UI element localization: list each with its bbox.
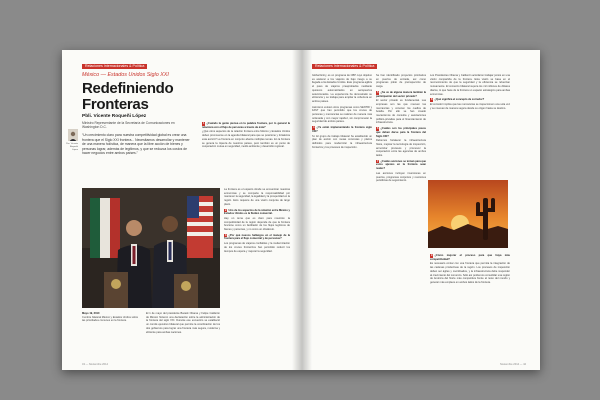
body-text: Debemos fortalecer la infraestructura física, mejorar la tecnología de inspección, armonizar procesos y promover la cooperación entre las agencias de ambos lados. (376, 139, 426, 158)
question-number: 2 (225, 208, 227, 212)
body-text: Los programas de viajeros confiables y la modernización de los cruces fronterizos han permitido reducir los tiempos de espera y mejorar la seguridad. (224, 242, 290, 253)
question-9: 9 ¿Cómo mejorar el proceso para que haya más competitividad? (430, 254, 510, 261)
title-line-1: Redefiniendo (82, 80, 174, 97)
intro-quote: “Un crecimiento claro para nuestra competitividad global es crear una frontera que el Siglo XXI frontera... Necesitamos desarrollar y mantener de una manera holística, de manera que la libre acción de bienes y personas lograr, además de legítimos, y que se reduzca los costos de hacer negocios entre ambos países.” (82, 133, 190, 156)
right-page (302, 50, 540, 370)
photo-caption (82, 312, 142, 323)
question-number: 3 (225, 233, 227, 237)
body-text: El sector privado es fundamental. Las empresas son las que mueven las mercancías y conocen los cuellos de botella. Por ello se han creado mecanismos de consulta y asociaciones público-privadas para el financiamiento de infraestructura. (376, 99, 426, 125)
caption-text: Cumbre bilateral México y Estados Unidos sobre las prioridades comunes en la frontera. (82, 315, 139, 323)
question-number: 8 (431, 98, 433, 102)
right-page-column-2 (376, 74, 426, 356)
body-text: Los Presidentes Obama y Calderón acordaron trabajar juntos en una visión compartida de la frontera. Esta visión se basa en el reconocimiento de que la seguridad y la eficiencia se refuerzan mutuamente. El comercio bilateral supera los mil millones de dólares diarios, lo que hace de la frontera un espacio estratégico para ambas economías. (430, 74, 510, 96)
question-number: 7 (377, 159, 379, 163)
body-text: Las acciones incluyen inversiones en puertos, programas conjuntos y reuniones periódicas de seguimiento. (376, 171, 426, 183)
body-text: El 1 de mayo del presidente Barack Obama y Felipe Calderón de México hicieron una declaración sobre la administración de la frontera del siglo XXI. Durante ese encuentro se estableció un comité ejecutivo bilateral que permite la coordinación de los dos gobiernos para lograr una frontera más segura, moderna y eficiente para ambas naciones. (146, 312, 220, 334)
question-7: 7 ¿Cuáles acciones se toman para que estos ajustes en la frontera sean reales? (376, 159, 426, 171)
sunset-cactus-image (428, 180, 508, 248)
question-number: 4 (313, 126, 315, 130)
author-name: Pbli. Vicente Roqueñi López (82, 114, 147, 119)
question-number: 5 (377, 90, 379, 94)
right-page-column-4 (430, 252, 510, 356)
question-number: 1 (203, 122, 205, 125)
body-text: Hay un tema que es claro para nosotros: la competitividad de la región depende de que la frontera funcione como un facilitador de los flujos legítimos de bienes y personas, y no como un obstáculo. (224, 216, 290, 232)
body-text: El corredor implica que las mercancías se inspeccionen una sola vez y se muevan de manera segura desde su origen hasta su destino. (430, 102, 510, 110)
article-subtitle: México — Estados Unidos Siglo XXI (82, 72, 169, 78)
left-page (62, 50, 300, 370)
body-text: Global Entry, es un programa de CBP cuyo objetivo es acelerar a los viajeros de bajo riesgo a su llegada a los Estados Unidos. Este programa agiliza el paso de viajeros preaprobados mediante quioscos automatizados en aeropuertos seleccionados. La experiencia ha demostrado su eficiencia y se trabaja para ampliar la cobertura en ambos países. (312, 74, 372, 103)
question-8: 8 ¿Qué significa el concepto de corredor? (431, 98, 485, 102)
question-4: 4 ¿Ya están implementando la frontera siglo XXI? (312, 126, 372, 133)
left-page-column-2 (224, 188, 290, 348)
right-page-column-3 (430, 74, 510, 174)
caption-label: Mayo 19, 2010 (82, 312, 100, 315)
body-text: La frontera es el espacio donde se encuentran nuestras economías y se comparte la responsabilidad por mantener la seguridad, la legalidad y la prosperidad en la región. Esto requiere de una visión conjunta de largo plazo. (224, 188, 290, 206)
margin-note: Por: Vicente Roqueñi López (66, 143, 78, 151)
section-tag: Relaciones Internacionales & Política (82, 64, 147, 69)
question-2: 2 Uno de los aspectos de la relación entre México y Estados Unidos es la fluidez comercial. (224, 208, 290, 216)
magazine-spread (62, 50, 540, 370)
question-number: 6 (377, 127, 379, 131)
left-page-column-3 (146, 312, 220, 360)
article-title (82, 81, 192, 112)
byline (82, 114, 192, 130)
page-number: Noviembre 2014 — 44 (500, 363, 526, 366)
question-6: 6 ¿Cuáles son los principales pasos que deben darse para la frontera del Siglo XXI? (376, 127, 426, 138)
left-page-column-1 (202, 120, 290, 184)
body-text: Es necesario contar con una frontera que permita la integración de las cadenas productivas de la región. Los procesos de inspección deben ser ágiles y coordinados, y la infraestructura debe responder al crecimiento del comercio. Sólo así podremos consolidar una región de América del Norte más competitiva frente al resto del mundo y generar más empleos en ambos lados de la frontera. (430, 262, 510, 284)
body-text: ¿Qué otros aspectos de la relación frontera entre México y Estados Unidos deben promoverse en la agenda bilateral para que se posicione y fortalezca esta acción? La frontera en conjunto abarca múltiples temas. En la frontera se genera la riqueza de nuestros países, pero también es un punto de cooperación mutua en seguridad, medio ambiente y desarrollo regional. (202, 130, 290, 149)
body-text: Se han identificado proyectos prioritarios en puertos de entrada, así como programas piloto de preinspección de carga. (376, 74, 426, 89)
right-page-column-1 (312, 74, 372, 356)
page-number: 43 — Noviembre 2014 (82, 363, 108, 366)
question-1: 1 ¿Cuándo la gente piensa en la palabra frontera, por lo general la relaciona con el flujo de personas a través de ésta? (202, 122, 290, 129)
question-number: 9 (431, 254, 433, 257)
body-text: Asimismo existen otros programas como SENTRI y FAST que han permitido que los cruces de personas y mercancías se realicen de manera más ordenada y con mayor rapidez, sin comprometer la seguridad de ambos países. (312, 105, 372, 124)
leaders-photo (82, 188, 220, 308)
author-avatar (68, 129, 78, 141)
section-tag: Relaciones Internacionales & Política (312, 64, 377, 69)
body-text: Sí. El grupo de trabajo bilateral ha establecido un plan de acción con metas concretas y plazos definidos para modernizar la infraestructura fronteriza y los procesos de inspección. (312, 134, 372, 149)
question-5: 5 ¿Se ve de alguna manera también la participación del sector privado? (376, 90, 426, 98)
question-3: 3 ¿Por qué nuevos hallazgos en el manejo de la frontera para el flujo comercial y de personas? (224, 233, 290, 241)
title-line-2: Fronteras (82, 95, 149, 113)
author-role: Ministro Representante de la Secretaría de Comunicaciones en Washington D.C. (82, 121, 175, 130)
